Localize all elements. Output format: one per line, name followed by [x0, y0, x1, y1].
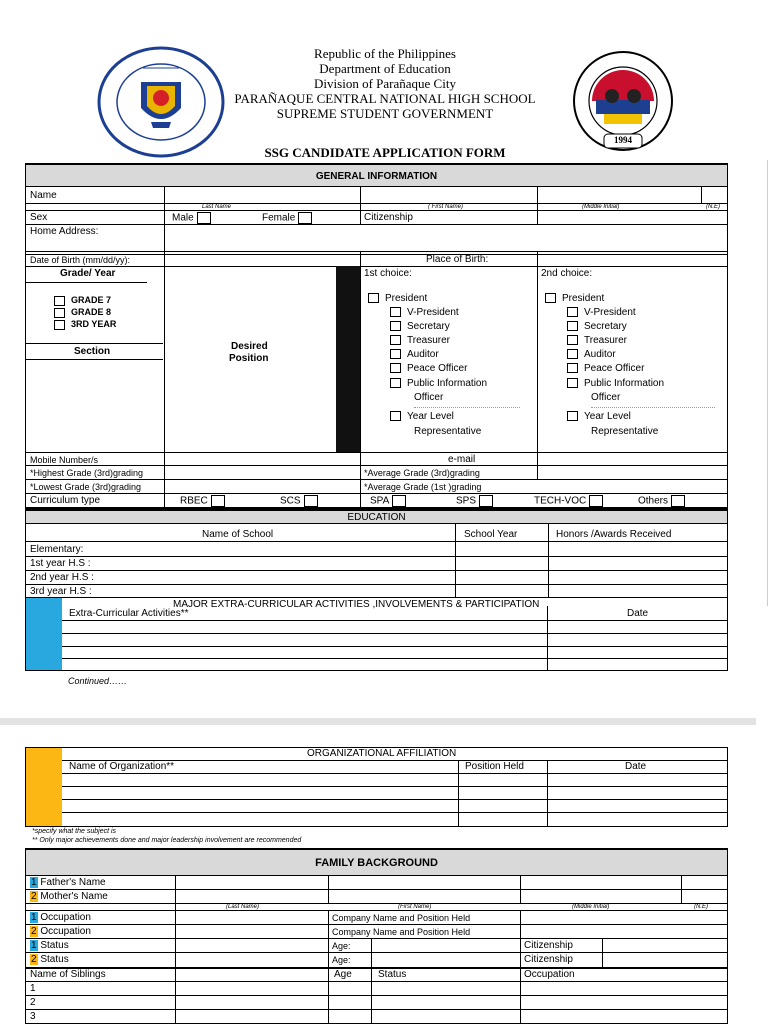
family-title: FAMILY BACKGROUND — [315, 857, 438, 869]
org-table — [25, 747, 728, 827]
edu-year1: 1st year H.S : — [30, 558, 91, 569]
c1-year-level[interactable]: Year Level — [390, 411, 454, 423]
general-info-table — [25, 163, 728, 508]
c2-divider — [591, 407, 715, 408]
first-name-caption: ( First Name) — [428, 204, 463, 210]
first-name-field[interactable] — [362, 188, 534, 202]
c1-year-checkbox[interactable] — [390, 411, 401, 421]
c2-peace-officer[interactable]: Peace Officer — [567, 363, 644, 375]
year3-option[interactable]: 3RD YEAR — [54, 318, 116, 330]
mobile-label: Mobile Number/s — [30, 455, 99, 465]
lowest-grade-label: *Lowest Grade (3rd)grading — [30, 482, 142, 492]
org-title: ORGANIZATIONAL AFFILIATION — [307, 748, 457, 759]
c1-secretary[interactable]: Secretary — [390, 321, 450, 333]
sibling-age-col: Age — [334, 969, 352, 980]
c1-peace-officer[interactable]: Peace Officer — [390, 363, 467, 375]
activities-title: MAJOR EXTRA-CURRICULAR ACTIVITIES ,INVOLVEMENTS & PARTICIPATION — [173, 599, 540, 610]
c2-year-level[interactable]: Year Level — [567, 411, 631, 423]
home-address-label: Home Address: — [30, 226, 99, 237]
header-line-2: Department of Education — [319, 61, 451, 76]
school-name: PARAÑAQUE CENTRAL NATIONAL HIGH SCHOOL — [234, 91, 536, 106]
education-table — [25, 508, 728, 598]
desired-label: Desired — [231, 341, 268, 352]
fam-last-caption: (Last Name) — [226, 904, 260, 910]
home-address-field[interactable] — [166, 225, 726, 250]
female-label: Female — [262, 212, 296, 224]
father-name-label: 1 Father's Name — [31, 877, 106, 888]
c2-president-checkbox[interactable] — [545, 293, 556, 303]
mother-age: Age: — [332, 955, 351, 965]
section-label: Section — [74, 346, 111, 357]
female-checkbox[interactable] — [298, 212, 312, 224]
curr-sps[interactable]: SPS — [456, 495, 493, 508]
first-choice-label: 1st choice: — [364, 268, 412, 279]
c1-president-checkbox[interactable] — [368, 293, 379, 303]
c2-vpresident-checkbox[interactable] — [567, 307, 578, 317]
education-title: EDUCATION — [347, 512, 406, 523]
spa-checkbox[interactable] — [392, 495, 406, 507]
position-label: Position — [229, 353, 269, 364]
grade8-checkbox[interactable] — [54, 308, 65, 318]
education-title-bar — [26, 511, 727, 524]
male-label: Male — [172, 212, 194, 224]
form-title: SSG CANDIDATE APPLICATION FORM — [264, 145, 506, 160]
mother-occupation: 2 Occupation — [31, 926, 91, 937]
dob-label: Date of Birth (mm/dd/yy): — [30, 255, 131, 265]
activities-table — [25, 597, 728, 671]
sex-label: Sex — [30, 212, 48, 223]
grade7-option[interactable]: GRADE 7 — [54, 294, 111, 306]
org-accent — [25, 748, 62, 826]
curr-rbec[interactable]: RBEC — [180, 495, 225, 508]
siblings-label: Name of Siblings — [30, 969, 106, 980]
avg-grade-3-label: *Average Grade (3rd)grading — [364, 468, 480, 478]
c2-secretary-checkbox[interactable] — [567, 321, 578, 331]
father-status: 1 Status — [31, 940, 69, 951]
seal-year: 1994 — [614, 135, 632, 145]
c2-auditor[interactable]: Auditor — [567, 349, 616, 361]
father-company: Company Name and Position Held — [332, 913, 471, 923]
middle-initial-field[interactable] — [539, 188, 699, 202]
sibling-occupation-col: Occupation — [524, 969, 575, 980]
col-org-date: Date — [625, 761, 647, 772]
scs-checkbox[interactable] — [304, 495, 318, 507]
col-org-name: Name of Organization** — [69, 761, 175, 772]
curriculum-label: Curriculum type — [30, 495, 101, 506]
col-activities: Extra-Curricular Activities** — [69, 608, 189, 619]
org-name: SUPREME STUDENT GOVERNMENT — [276, 106, 494, 121]
others-checkbox[interactable] — [671, 495, 685, 507]
c2-secretary[interactable]: Secretary — [567, 321, 627, 333]
fam-ne-caption: (N.E) — [694, 904, 708, 910]
c1-pio-cont: Officer — [414, 392, 444, 403]
family-table — [25, 848, 728, 1024]
middle-initial-caption: (Middle Initial) — [582, 204, 620, 210]
curr-spa[interactable]: SPA — [370, 495, 406, 508]
avg-grade-1-label: *Average Grade (1st )grading — [364, 482, 482, 492]
c2-vpresident[interactable]: V-President — [567, 307, 636, 319]
header-block — [200, 46, 570, 121]
header-line-1: Republic of the Philippines — [314, 46, 456, 61]
mother-citizenship: Citizenship — [524, 954, 573, 965]
curr-others[interactable]: Others — [638, 495, 685, 508]
sibling-3: 3 — [30, 1011, 36, 1022]
c1-pio-checkbox[interactable] — [390, 378, 401, 388]
c1-rep: Representative — [414, 426, 482, 437]
c1-peace-checkbox[interactable] — [390, 363, 401, 373]
col-school-year: School Year — [464, 529, 518, 540]
c2-rep: Representative — [591, 426, 659, 437]
edu-elementary: Elementary: — [30, 544, 84, 555]
rbec-checkbox[interactable] — [211, 495, 225, 507]
fam-first-caption: (First Name) — [398, 904, 432, 910]
activities-accent — [25, 598, 62, 670]
c2-pio-checkbox[interactable] — [567, 378, 578, 388]
c1-auditor[interactable]: Auditor — [390, 349, 439, 361]
c1-treasurer-checkbox[interactable] — [390, 335, 401, 345]
col-school: Name of School — [202, 529, 274, 540]
sibling-2: 2 — [30, 997, 36, 1008]
techvoc-checkbox[interactable] — [589, 495, 603, 507]
c2-year-checkbox[interactable] — [567, 411, 578, 421]
c2-peace-checkbox[interactable] — [567, 363, 578, 373]
c1-vpresident[interactable]: V-President — [390, 307, 459, 319]
c2-pio[interactable]: Public Information — [567, 378, 664, 390]
highest-grade-label: *Highest Grade (3rd)grading — [30, 468, 144, 478]
grade-year-label: Grade/ Year — [60, 268, 116, 279]
col-honors: Honors /Awards Received — [556, 529, 672, 540]
family-title-bar — [26, 850, 727, 876]
male-option[interactable] — [172, 212, 211, 225]
c1-vpresident-checkbox[interactable] — [390, 307, 401, 317]
sps-checkbox[interactable] — [479, 495, 493, 507]
note-major: ** Only major achievements done and major leadership involvement are recommended — [32, 837, 302, 844]
father-age: Age: — [332, 941, 351, 951]
c1-pio[interactable]: Public Information — [390, 378, 487, 390]
mother-name-label: 2 Mother's Name — [31, 891, 108, 902]
col-date: Date — [627, 608, 649, 619]
father-citizenship: Citizenship — [524, 940, 573, 951]
c1-president[interactable]: President — [368, 293, 427, 305]
year3-checkbox[interactable] — [54, 320, 65, 330]
c2-pio-cont: Officer — [591, 392, 621, 403]
header-line-3: Division of Parañaque City — [314, 76, 456, 91]
name-label: Name — [30, 190, 57, 201]
c2-president[interactable]: President — [545, 293, 604, 305]
pob-label: Place of Birth: — [426, 254, 489, 265]
continued-note: Continued…… — [68, 676, 128, 686]
mother-status: 2 Status — [31, 954, 69, 965]
grade8-option[interactable]: GRADE 8 — [54, 306, 111, 318]
sibling-1: 1 — [30, 983, 36, 994]
c2-auditor-checkbox[interactable] — [567, 349, 578, 359]
c1-auditor-checkbox[interactable] — [390, 349, 401, 359]
last-name-field[interactable] — [166, 188, 358, 202]
curr-scs[interactable]: SCS — [280, 495, 318, 508]
sibling-status-col: Status — [378, 969, 407, 980]
c2-treasurer-checkbox[interactable] — [567, 335, 578, 345]
c1-treasurer[interactable]: Treasurer — [390, 335, 450, 347]
ne-caption: (N.E) — [706, 204, 720, 210]
grade7-checkbox[interactable] — [54, 296, 65, 306]
citizenship-label: Citizenship — [364, 212, 413, 223]
c1-divider — [414, 407, 520, 408]
male-checkbox[interactable] — [197, 212, 211, 224]
general-title-bar — [26, 165, 727, 187]
c2-treasurer[interactable]: Treasurer — [567, 335, 627, 347]
father-occupation: 1 Occupation — [31, 912, 91, 923]
edu-year2: 2nd year H.S : — [30, 572, 94, 583]
second-choice-label: 2nd choice: — [541, 268, 593, 279]
email-label: e-mail — [448, 454, 476, 465]
fam-middle-caption: (Middle Initial) — [572, 904, 610, 910]
page-break — [0, 718, 756, 725]
curr-techvoc[interactable]: TECH-VOC — [534, 495, 603, 508]
female-option[interactable] — [262, 212, 312, 225]
col-position-held: Position Held — [465, 761, 524, 772]
c1-secretary-checkbox[interactable] — [390, 321, 401, 331]
mother-company: Company Name and Position Held — [332, 927, 471, 937]
general-title: GENERAL INFORMATION — [315, 171, 438, 182]
separator-bar — [336, 266, 360, 452]
note-subject: *specify what the subject is — [32, 828, 117, 835]
last-name-caption: Last Name — [202, 204, 232, 210]
edu-year3: 3rd year H.S : — [30, 586, 92, 597]
